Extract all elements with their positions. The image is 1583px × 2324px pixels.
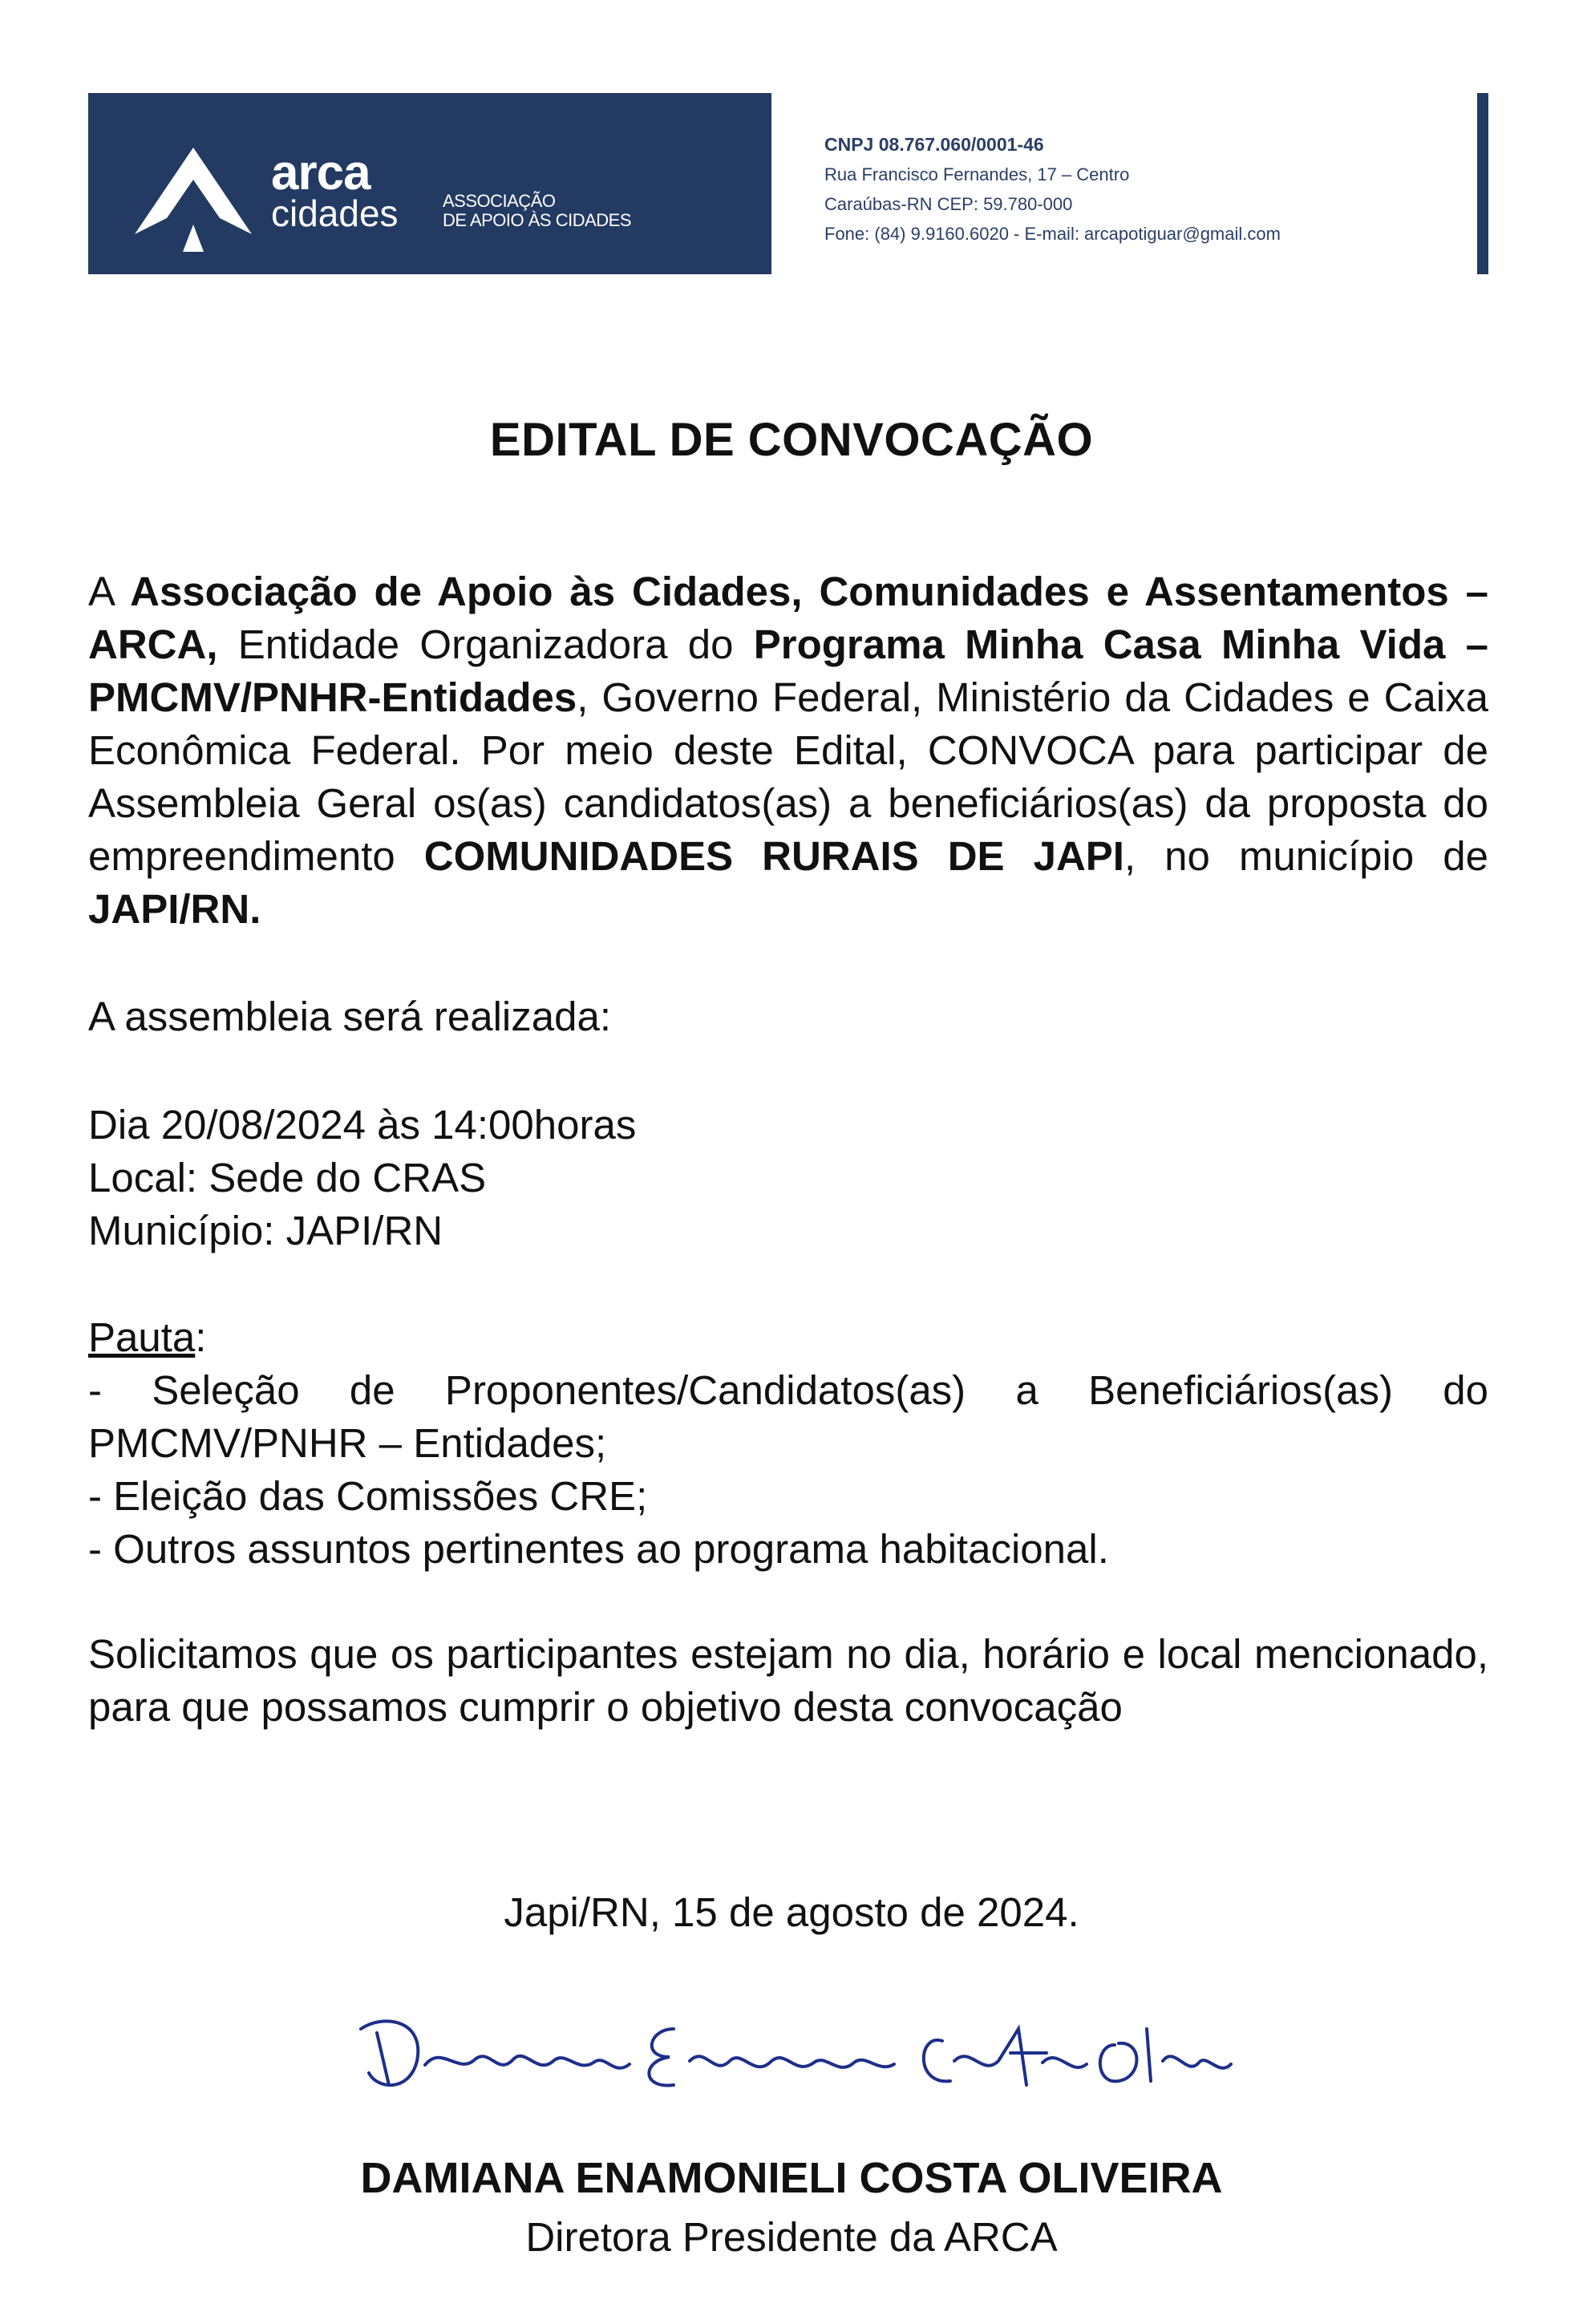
dateline: Japi/RN, 15 de agosto de 2024. xyxy=(504,1889,1079,1935)
assembly-date: Dia 20/08/2024 às 14:00horas xyxy=(88,1102,637,1148)
document-title: EDITAL DE CONVOCAÇÃO xyxy=(489,414,1094,466)
intro-paragraph xyxy=(88,565,1488,936)
agenda-heading-label: Pauta xyxy=(88,1314,196,1360)
header-divider xyxy=(1477,93,1488,274)
intro-text-1: A xyxy=(88,569,131,614)
intro-text-2: Entidade Organizadora do xyxy=(217,621,754,667)
assembly-location: Local: Sede do CRAS xyxy=(88,1155,487,1200)
logo-assoc-line2: DE APOIO ÀS CIDADES xyxy=(443,210,632,230)
address-line2: Caraúbas-RN CEP: 59.780-000 xyxy=(824,194,1073,214)
municipality-name: JAPI/RN. xyxy=(88,886,261,932)
assembly-details xyxy=(88,1099,1488,1257)
intro-text-4: , no município de xyxy=(1123,833,1488,879)
header-banner xyxy=(88,93,771,274)
agenda-heading xyxy=(88,1311,1488,1364)
address-line1: Rua Francisco Fernandes, 17 – Centro xyxy=(824,164,1130,184)
arca-logo-icon xyxy=(135,148,252,252)
contact-block xyxy=(824,130,1281,249)
logo-cidades-text: cidades xyxy=(271,192,399,234)
project-name: COMUNIDADES RURAIS DE JAPI xyxy=(423,833,1124,879)
logo-wordmark xyxy=(271,145,399,234)
agenda-item: - Outros assuntos pertinentes ao programa habitacional. xyxy=(88,1526,1109,1572)
intro-text-3: , Governo Federal, Ministério da Cidades e Caixa Econômica Federal. Por meio deste Edital, CONVOCA para participar de Assembleia Geral os(as) candidatos(as) a beneficiários(as) da proposta do empreendimento xyxy=(88,674,1488,879)
logo-arca-text: arca xyxy=(271,145,370,200)
cnpj-line: CNPJ 08.767.060/0001-46 xyxy=(824,134,1044,155)
agenda-heading-colon: : xyxy=(195,1314,207,1360)
handwritten-signature xyxy=(353,1997,1235,2109)
agenda-section xyxy=(88,1311,1488,1576)
agenda-item: - Seleção de Proponentes/Candidatos(as) a Beneficiários(as) do PMCMV/PNHR – Entidades; xyxy=(88,1367,1488,1466)
organization-name: Associação de Apoio às Cidades, Comunidades e Assentamentos – ARCA, xyxy=(88,569,1488,667)
assembly-municipality: Município: JAPI/RN xyxy=(88,1208,443,1253)
signer-role: Diretora Presidente da ARCA xyxy=(525,2214,1058,2260)
phone-email-line: Fone: (84) 9.9160.6020 - E-mail: arcapotiguar@gmail.com xyxy=(824,224,1281,244)
assembly-intro: A assembleia será realizada: xyxy=(88,994,612,1039)
program-name: Programa Minha Casa Minha Vida – PMCMV/PNHR-Entidades xyxy=(88,621,1488,720)
agenda-item: - Eleição das Comissões CRE; xyxy=(88,1473,648,1519)
logo-association-text xyxy=(443,192,631,230)
logo-assoc-line1: ASSOCIAÇÃO xyxy=(443,191,556,211)
request-paragraph: Solicitamos que os participantes estejam no dia, horário e local mencionado, para que possamos cumprir o objetivo desta convocação xyxy=(88,1631,1488,1730)
signer-name: DAMIANA ENAMONIELI COSTA OLIVEIRA xyxy=(360,2154,1223,2202)
